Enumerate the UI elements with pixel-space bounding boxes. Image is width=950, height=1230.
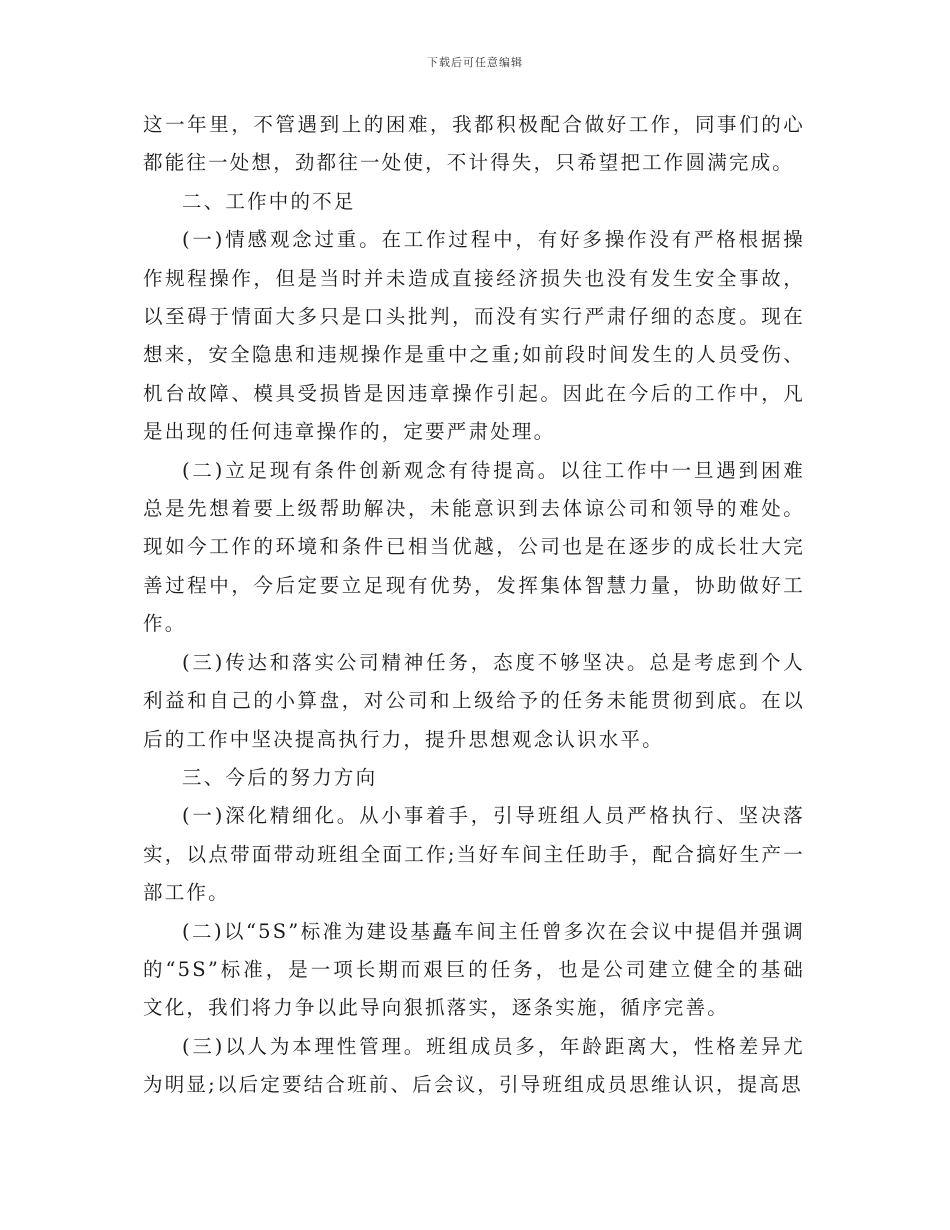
paragraph-shortcoming-1: (一)情感观念过重。在工作过程中，有好多操作没有严格根据操作规程操作，但是当时并未造成直接经济损失也没有发生安全事故，以至碍于情面大多只是口头批判，而没有实行严肃仔细的态度。现在想来，安全隐患和违规操作是重中之重;如前段时间发生的人员受伤、机台故障、模具受损皆是因违章操作引起。因此在今后的工作中，凡是出现的任何违章操作的，定要严肃处理。 [143,228,805,444]
paragraph-intro: 这一年里，不管遇到上的困难，我都积极配合做好工作，同事们的心都能往一处想，劲都往一处使，不计得失，只希望把工作圆满完成。 [143,113,805,175]
paragraph-shortcoming-2: (二)立足现有条件创新观念有待提高。以往工作中一旦遇到困难总是先想着要上级帮助解决，未能意识到去体谅公司和领导的难处。现如今工作的环境和条件已相当优越，公司也是在逐步的成长壮大完善过程中，今后定要立足现有优势，发挥集体智慧力量，协助做好工作。 [143,458,805,636]
section-heading-shortcomings: 二、工作中的不足 [182,189,356,213]
paragraph-direction-2: (二)以“5S”标准为建设基矗车间主任曾多次在会议中提倡并强调的“5S”标准，是一项长期而艰巨的任务，也是公司建立健全的基础文化，我们将力争以此导向狠抓落实，逐条实施，循序完善。 [143,919,805,1020]
document-body [143,106,805,1105]
section-heading-future-direction: 三、今后的努力方向 [182,765,378,789]
paragraph-direction-3: (三)以人为本理性管理。班组成员多，年龄距离大，性格差异尤为明显;以后定要结合班前、后会议，引导班组成员思维认识，提高思 [143,1034,805,1097]
paragraph-shortcoming-3: (三)传达和落实公司精神任务，态度不够坚决。总是考虑到个人利益和自己的小算盘，对公司和上级给予的任务未能贯彻到底。在以后的工作中坚决提高执行力，提升思想观念认识水平。 [143,650,805,751]
page-header-note: 下载后可任意编辑 [427,56,523,69]
paragraph-direction-1: (一)深化精细化。从小事着手，引导班组人员严格执行、坚决落实，以点带面带动班组全面工作;当好车间主任助手，配合搞好生产一部工作。 [143,804,805,905]
